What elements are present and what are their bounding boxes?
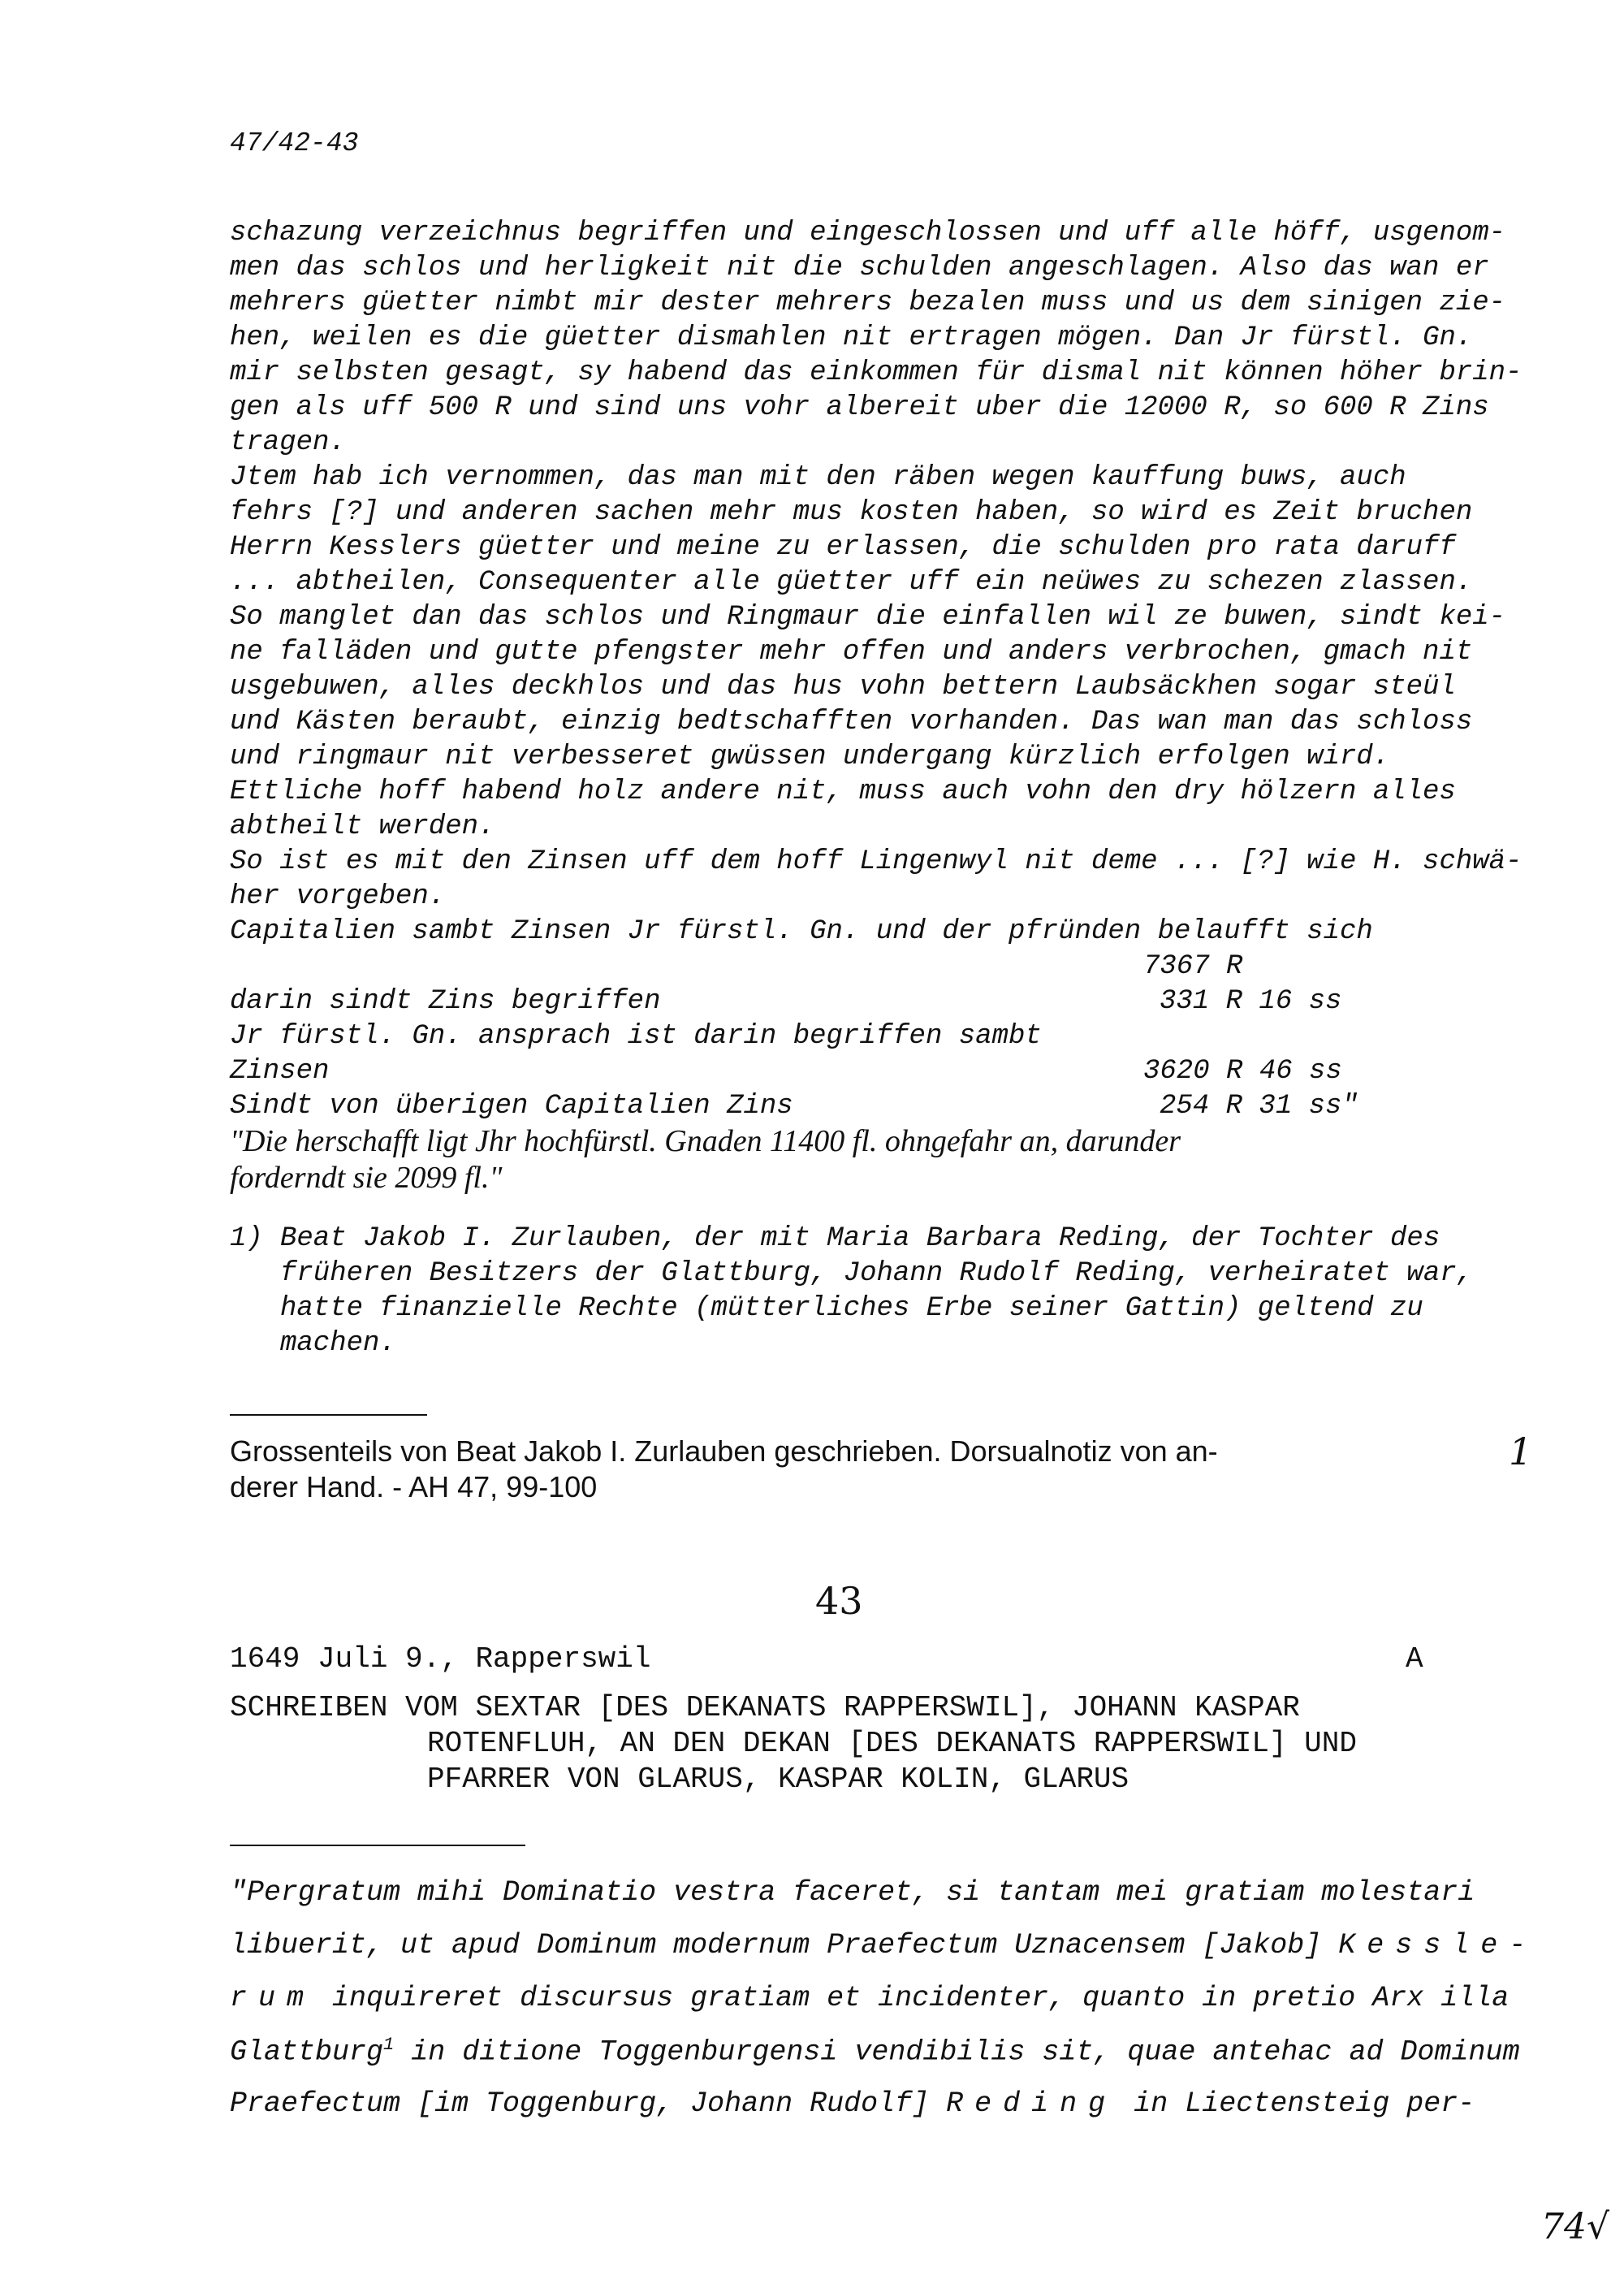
text-span: Glattburg xyxy=(230,2035,384,2069)
corner-number: 74 xyxy=(1541,2206,1587,2247)
text-span: in ditione Toggenburgensi vendibilis sit, quae antehac ad Dominum xyxy=(411,2035,1520,2069)
total-amount: 7367 R xyxy=(1143,951,1243,982)
text-line: schazung verzeichnus begriffen und eingeschlossen und uff alle höff, usgenom- xyxy=(230,218,1506,249)
type-mark: A xyxy=(1406,1642,1423,1676)
handwritten-quote-cont: forderndt sie 2099 fl." xyxy=(230,1161,503,1195)
name-spaced: Reding xyxy=(946,2087,1117,2120)
text-line: und Kästen beraubt, einzig bedtschafften vorhanden. Das wan man das schloss xyxy=(230,707,1473,738)
footnote-line: hatte finanzielle Rechte (mütterliches Erbe seiner Gattin) geltend zu xyxy=(280,1293,1423,1324)
corner-page-mark xyxy=(1541,2206,1609,2247)
footnote-line: Beat Jakob I. Zurlauben, der mit Maria Barbara Reding, der Tochter des xyxy=(280,1223,1440,1254)
footnote-number: 1) xyxy=(230,1223,263,1254)
text-line: So manglet dan das schlos und Ringmaur die einfallen wil ze buwen, sindt kei- xyxy=(230,602,1506,633)
zins-label: darin sindt Zins begriffen xyxy=(230,986,661,1017)
source-note-cont: derer Hand. - AH 47, 99-100 xyxy=(230,1470,598,1503)
text-span: libuerit, ut apud Dominum modernum Praefectum Uznacensem [Jakob] xyxy=(230,1929,1322,1962)
text-line xyxy=(230,2087,1475,2120)
source-note: Grossenteils von Beat Jakob I. Zurlauben geschrieben. Dorsualnotiz von an- xyxy=(230,1434,1218,1468)
document-number: 43 xyxy=(815,1579,863,1623)
uebrig-value: 254 R 31 ss" xyxy=(1160,1091,1358,1122)
text-line: ... abtheilen, Consequenter alle güetter uff ein neüwes zu schezen zlassen. xyxy=(230,567,1473,598)
text-line: "Pergratum mihi Dominatio vestra faceret, si tantam mei gratiam molestari xyxy=(230,1876,1475,1909)
text-span: Praefectum [im Toggenburg, Johann Rudolf] xyxy=(230,2087,930,2120)
title-line: ROTENFLUH, AN DEN DEKAN [DES DEKANATS RAPPERSWIL] UND xyxy=(427,1727,1357,1760)
margin-mark: 1 xyxy=(1509,1430,1533,1473)
text-line xyxy=(230,1982,1509,2014)
text-line: hen, weilen es die güetter dismahlen nit ertragen mögen. Dan Jr fürstl. Gn. xyxy=(230,322,1473,353)
divider xyxy=(230,1845,525,1846)
footnote-line: machen. xyxy=(280,1328,396,1359)
anspruch-label-cont: Zinsen xyxy=(230,1056,330,1087)
text-line: ne falläden und gutte pfengster mehr offen und anders verbrochen, gmach nit xyxy=(230,637,1473,668)
date-place: 1649 Juli 9., Rapperswil xyxy=(230,1642,651,1676)
text-line: men das schlos und herligkeit nit die schulden angeschlagen. Also das wan er xyxy=(230,253,1489,283)
text-line: Ettliche hoff habend holz andere nit, muss auch vohn den dry hölzern alles xyxy=(230,776,1456,807)
title-line: SCHREIBEN VOM SEXTAR [DES DEKANATS RAPPERSWIL], JOHANN KASPAR xyxy=(230,1691,1300,1724)
uebrig-label: Sindt von überigen Capitalien Zins xyxy=(230,1091,793,1122)
text-line: tragen. xyxy=(230,427,346,458)
divider xyxy=(230,1414,427,1416)
text-line: So ist es mit den Zinsen uff dem hoff Lingenwyl nit deme ... [?] wie H. schwä- xyxy=(230,846,1522,877)
text-line: her vorgeben. xyxy=(230,881,446,912)
title-line: PFARRER VON GLARUS, KASPAR KOLIN, GLARUS xyxy=(427,1763,1129,1796)
text-line: gen als uff 500 R und sind uns vohr albereit uber die 12000 R, so 600 R Zins xyxy=(230,392,1489,423)
check-mark-icon: √ xyxy=(1587,2206,1610,2247)
text-line xyxy=(230,1929,1537,1962)
zins-value: 331 R 16 ss xyxy=(1160,986,1342,1017)
text-line: mir selbsten gesagt, sy habend das einkommen für dismal nit können höher brin- xyxy=(230,357,1522,388)
text-line: Jtem hab ich vernommen, das man mit den räben wegen kauffung buws, auch xyxy=(230,462,1406,493)
text-line: mehrers güetter nimbt mir dester mehrers bezalen muss und us dem sinigen zie- xyxy=(230,288,1506,318)
text-line: usgebuwen, alles deckhlos und das hus vohn bettern Laubsäckhen sogar steül xyxy=(230,672,1456,703)
name-spaced: rum xyxy=(230,1982,316,2014)
page-reference: 47/42-43 xyxy=(230,128,359,158)
name-spaced: Kessle- xyxy=(1338,1929,1538,1962)
text-line: Herrn Kesslers güetter und meine zu erlassen, die schulden pro rata daruff xyxy=(230,532,1456,563)
text-line: abtheilt werden. xyxy=(230,811,495,842)
anspruch-value: 3620 R 46 ss xyxy=(1143,1056,1342,1087)
footnote-line: früheren Besitzers der Glattburg, Johann Rudolf Reding, verheiratet war, xyxy=(280,1258,1474,1289)
text-line: und ringmaur nit verbesseret gwüssen undergang kürzlich erfolgen wird. xyxy=(230,742,1390,772)
text-span: inquireret discursus gratiam et incidenter, quanto in pretio Arx illa xyxy=(332,1982,1510,2014)
anspruch-label: Jr fürstl. Gn. ansprach ist darin begriffen sambt xyxy=(230,1021,1042,1052)
text-line: Capitalien sambt Zinsen Jr fürstl. Gn. und der pfründen belaufft sich xyxy=(230,916,1373,947)
text-line: fehrs [?] und anderen sachen mehr mus kosten haben, so wird es Zeit bruchen xyxy=(230,497,1473,528)
text-line xyxy=(230,2035,1519,2069)
handwritten-quote: "Die herschafft ligt Jhr hochfürstl. Gnaden 11400 fl. ohngefahr an, darunder xyxy=(230,1124,1181,1158)
text-span: in Liectensteig per- xyxy=(1134,2087,1475,2120)
footnote-ref: 1 xyxy=(383,2035,395,2055)
